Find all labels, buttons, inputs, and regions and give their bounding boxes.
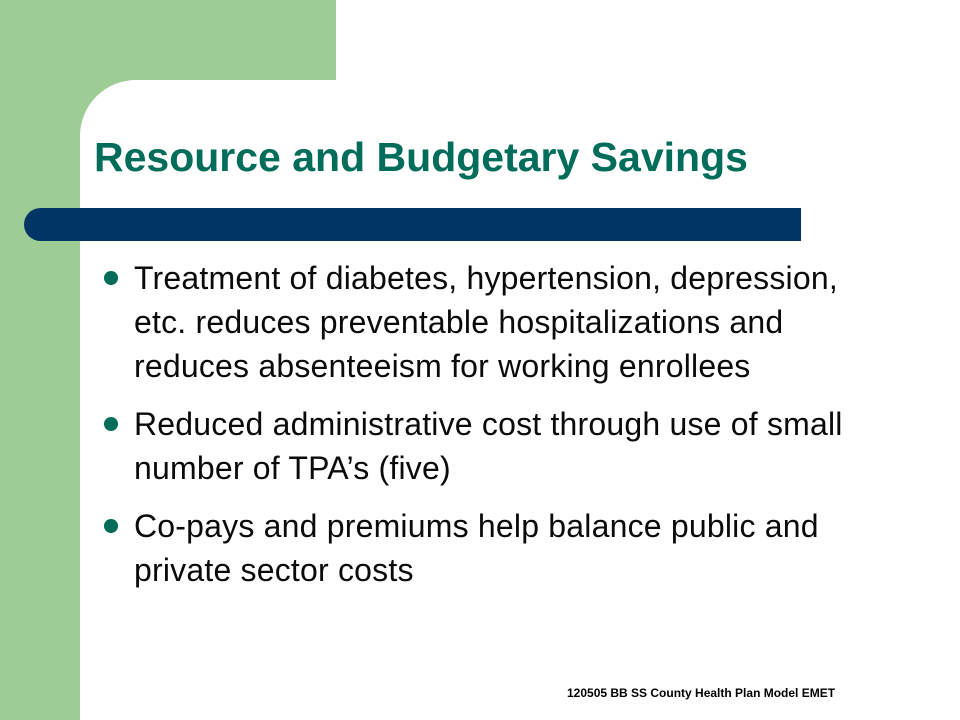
slide-title: Resource and Budgetary Savings — [94, 134, 748, 180]
bullet-dot-icon — [104, 519, 118, 533]
bullet-dot-icon — [104, 417, 118, 431]
bullet-text: Reduced administrative cost through use of small number of TPA’s (five) — [134, 406, 843, 486]
title-underline-bar — [24, 208, 801, 241]
bullet-item — [100, 402, 880, 490]
bullet-item — [100, 256, 880, 388]
bullet-text: Co-pays and premiums help balance public and private sector costs — [134, 508, 819, 588]
bullet-text: Treatment of diabetes, hypertension, depression, etc. reduces preventable hospitalizations and reduces absenteeism for working enrollees — [134, 260, 838, 384]
bullet-dot-icon — [104, 271, 118, 285]
bullet-item — [100, 504, 880, 592]
slide-footer: 120505 BB SS County Health Plan Model EMET — [567, 686, 836, 700]
bullet-list — [100, 256, 880, 606]
